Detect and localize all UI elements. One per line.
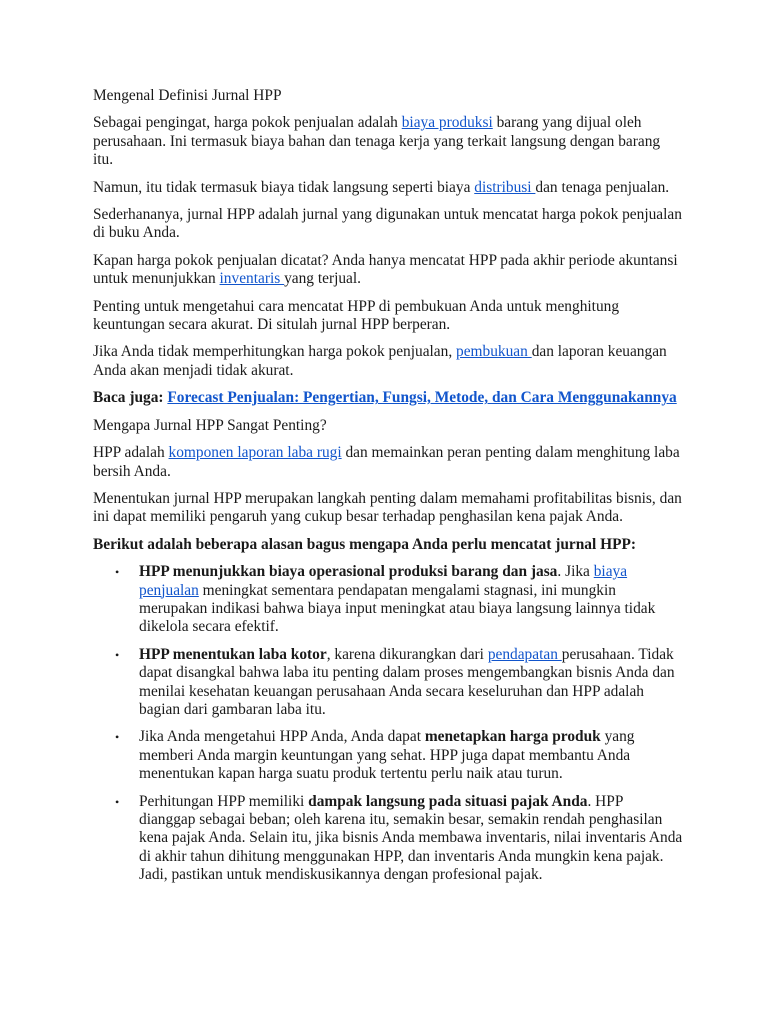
text-segment: Jika Anda mengetahui HPP Anda, Anda dapat — [139, 728, 425, 746]
bullet-icon: • — [115, 565, 120, 580]
text-segment: , karena dikurangkan dari — [326, 645, 488, 663]
text-segment: dan laporan keuangan Anda akan menjadi tidak akurat. — [93, 343, 667, 379]
paragraph-pengingat — [93, 114, 683, 169]
paragraph-hpp-adalah — [93, 444, 683, 481]
document-page — [93, 87, 683, 894]
bold-phrase: HPP menunjukkan biaya operasional produksi barang dan jasa — [139, 563, 558, 581]
link-komponen-laporan[interactable]: komponen laporan laba rugi — [168, 444, 342, 462]
text-segment: Perhitungan HPP memiliki — [139, 792, 309, 810]
heading-definisi: Mengenal Definisi Jurnal HPP — [93, 87, 282, 104]
paragraph-baca-juga — [93, 389, 683, 407]
bullet-icon: • — [115, 647, 120, 662]
bold-phrase: menetapkan harga produk — [424, 728, 601, 746]
bullet-icon: • — [115, 730, 120, 745]
list-item — [115, 563, 683, 637]
baca-juga-label: Baca juga: — [93, 389, 168, 407]
text-segment: meningkat sementara pendapatan mengalami stagnasi, ini mungkin merupakan indikasi bahwa biaya input meningkat atau biaya langsung lainnya tidak dikelola secara efektif. — [139, 581, 656, 636]
link-biaya-penjualan[interactable]: biaya penjualan — [139, 563, 628, 599]
bold-phrase: HPP menentukan laba kotor — [139, 645, 327, 663]
text-segment: Namun, itu tidak termasuk biaya tidak langsung seperti biaya — [93, 178, 475, 196]
link-distribusi[interactable]: distribusi — [474, 178, 536, 196]
text-segment: . Jika — [557, 563, 594, 581]
link-forecast-penjualan[interactable]: Forecast Penjualan: Pengertian, Fungsi, Metode, dan Cara Menggunakannya — [167, 389, 677, 407]
text-segment: HPP adalah — [93, 444, 169, 462]
bullet-icon: • — [115, 794, 120, 809]
text-segment: Jika Anda tidak memperhitungkan harga pokok penjualan, — [93, 343, 457, 361]
bold-phrase: dampak langsung pada situasi pajak Anda — [308, 792, 588, 810]
text-segment: barang yang dijual oleh perusahaan. Ini termasuk biaya bahan dan tenaga kerja yang terkait langsung dengan barang itu. — [93, 114, 661, 169]
paragraph-menentukan: Menentukan jurnal HPP merupakan langkah penting dalam memahami profitabilitas bisnis, dan ini dapat memiliki pengaruh yang cukup besar terhadap penghasilan kena pajak Anda. — [93, 489, 682, 526]
paragraph-berikut — [93, 536, 683, 554]
text-segment: yang memberi Anda margin keuntungan yang sehat. HPP juga dapat membantu Anda menentukan kapan harga suatu produk tertentu perlu naik atau turun. — [139, 728, 635, 783]
text-segment: Kapan harga pokok penjualan dicatat? Anda hanya mencatat HPP pada akhir periode akuntansi untuk menunjukkan — [93, 251, 678, 288]
heading-mengapa: Mengapa Jurnal HPP Sangat Penting? — [93, 416, 327, 434]
list-item — [115, 792, 683, 885]
link-pembukuan[interactable]: pembukuan — [456, 343, 532, 361]
list-item — [115, 728, 683, 783]
paragraph-sederhananya: Sederhananya, jurnal HPP adalah jurnal yang digunakan untuk mencatat harga pokok penjualan di buku Anda. — [93, 206, 682, 242]
paragraph-kapan — [93, 252, 683, 289]
text-segment: dan tenaga penjualan. — [535, 178, 670, 196]
text-segment: perusahaan. Tidak dapat disangkal bahwa laba itu penting dalam proses mengembangkan bisnis Anda dan menilai kesehatan keuangan perusahaan Anda secara keseluruhan dan HPP adalah bagian dari gambaran laba itu. — [139, 645, 675, 718]
link-inventaris[interactable]: inventaris — [219, 270, 285, 288]
text-segment: . HPP dianggap sebagai beban; oleh karena itu, semakin besar, semakin rendah penghasilan kena pajak Anda. Selain itu, jika bisnis Anda membawa inventaris, nilai inventaris Anda di akhir tahun dihitung menggunakan HPP, dan inventaris Anda mungkin kena pajak. Jadi, pastikan untuk mendiskusikannya dengan profesional pajak. — [139, 792, 683, 884]
paragraph-penting: Penting untuk mengetahui cara mencatat HPP di pembukuan Anda untuk menghitung keuntungan secara akurat. Di situlah jurnal HPP berperan. — [93, 297, 620, 334]
paragraph-pembukuan — [93, 343, 683, 380]
link-biaya-produksi[interactable]: biaya produksi — [401, 114, 493, 132]
list-item — [115, 645, 683, 720]
paragraph-distribusi — [93, 179, 683, 197]
text-segment: yang terjual. — [284, 270, 362, 288]
text-segment: dan memainkan peran penting dalam menghitung laba bersih Anda. — [93, 444, 680, 480]
text-segment: Sebagai pengingat, harga pokok penjualan adalah — [93, 114, 402, 132]
reasons-list — [93, 563, 683, 885]
link-pendapatan[interactable]: pendapatan — [487, 645, 562, 663]
berikut-bold-text: Berikut adalah beberapa alasan bagus mengapa Anda perlu mencatat jurnal HPP: — [93, 535, 637, 553]
